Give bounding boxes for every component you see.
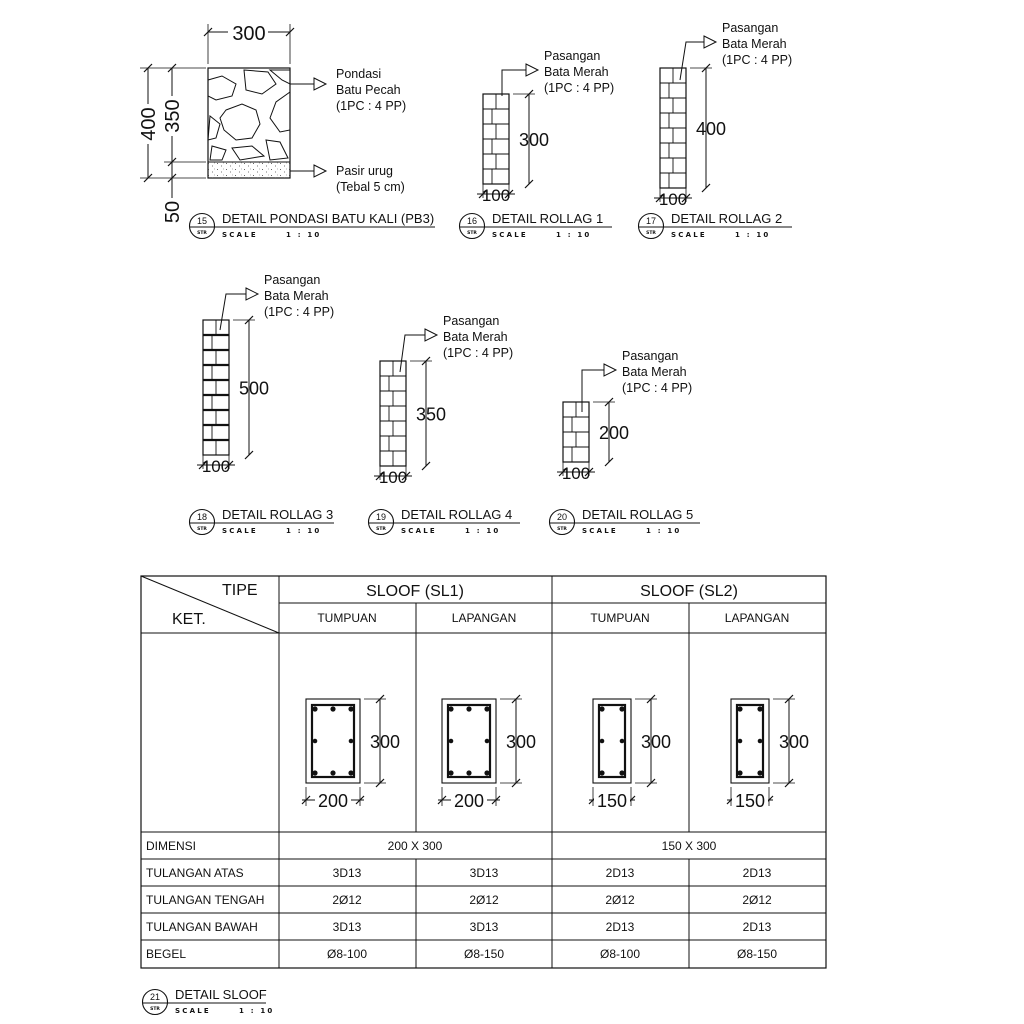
note-line-d16-2: (1PC : 4 PP) xyxy=(544,81,615,95)
row-value: Ø8-100 xyxy=(599,947,641,961)
dim-width-d16: 100 xyxy=(481,186,511,205)
brick-column xyxy=(380,361,406,466)
sub-sl1-tumpuan: TUMPUAN xyxy=(317,611,377,625)
row-value: 2Ø12 xyxy=(742,893,772,907)
sub-sl2-lapangan: LAPANGAN xyxy=(724,611,790,625)
sand-bed-hatch xyxy=(208,162,290,178)
detail-tag: STR xyxy=(646,231,656,236)
note-line-d16-1: Bata Merah xyxy=(544,65,609,79)
sloof-section-4 xyxy=(727,695,809,811)
middle-bar xyxy=(620,739,625,744)
bottom-bar xyxy=(330,770,335,775)
dim-width-d18: 100 xyxy=(201,457,231,476)
table-row xyxy=(146,947,777,961)
scale-label: SCALE xyxy=(401,527,437,535)
bottom-bar xyxy=(484,770,489,775)
scale-label: SCALE xyxy=(222,527,258,535)
rollag-details xyxy=(197,21,792,487)
dim-width-d17: 100 xyxy=(658,190,688,209)
row-label: TULANGAN BAWAH xyxy=(146,920,258,934)
note-line-d20-0: Pasangan xyxy=(622,349,679,363)
rollag-d20 xyxy=(557,349,692,483)
section-width-label: 150 xyxy=(734,791,766,811)
scale-value: 1 : 10 xyxy=(286,231,322,239)
title-block-d15 xyxy=(190,211,436,239)
note-line-d16-0: Pasangan xyxy=(544,49,601,63)
row-value: 2Ø12 xyxy=(605,893,635,907)
detail-tag: STR xyxy=(197,231,207,236)
top-bar xyxy=(312,706,317,711)
top-bar xyxy=(484,706,489,711)
detail-number: 16 xyxy=(466,216,478,226)
title-block-d20 xyxy=(550,507,701,535)
detail-title: DETAIL ROLLAG 2 xyxy=(671,211,783,226)
scale-value: 1 : 10 xyxy=(465,527,501,535)
bottom-bar xyxy=(599,770,604,775)
scale-value: 1 : 10 xyxy=(286,527,322,535)
row-value: 2D13 xyxy=(605,866,635,880)
middle-bar xyxy=(738,739,743,744)
row-value: 2D13 xyxy=(605,920,635,934)
top-bar xyxy=(737,706,742,711)
rollag-d18 xyxy=(197,273,334,476)
note-line-d20-2: (1PC : 4 PP) xyxy=(622,381,693,395)
section-width-label: 200 xyxy=(453,791,485,811)
row-label: TULANGAN TENGAH xyxy=(146,893,265,907)
section-height-label: 300 xyxy=(779,732,810,752)
detail-number: 19 xyxy=(375,512,387,522)
note-line-d17-2: (1PC : 4 PP) xyxy=(722,53,793,67)
header-ket: KET. xyxy=(172,611,206,628)
row-value: 3D13 xyxy=(332,866,362,880)
bottom-bar xyxy=(757,770,762,775)
note-stone-line3: (1PC : 4 PP) xyxy=(336,99,407,113)
section-height-label: 300 xyxy=(641,732,672,752)
detail-tag: STR xyxy=(467,231,477,236)
bottom-bar xyxy=(737,770,742,775)
scale-value: 1 : 10 xyxy=(646,527,682,535)
top-bar xyxy=(466,706,471,711)
dim-height-d19: 350 xyxy=(416,404,447,425)
scale-label: SCALE xyxy=(222,231,258,239)
table-border xyxy=(141,576,826,968)
middle-bar xyxy=(600,739,605,744)
top-bar xyxy=(348,706,353,711)
section-height-label: 300 xyxy=(370,732,401,752)
row-value: 2Ø12 xyxy=(469,893,499,907)
row-value: 2Ø12 xyxy=(332,893,362,907)
note-line-d19-2: (1PC : 4 PP) xyxy=(443,346,514,360)
middle-bar xyxy=(313,739,318,744)
detail-number: 17 xyxy=(645,216,657,226)
note-line-d17-0: Pasangan xyxy=(722,21,779,35)
top-bar xyxy=(330,706,335,711)
header-sl1: SLOOF (SL1) xyxy=(366,583,464,600)
header-sl2: SLOOF (SL2) xyxy=(640,583,738,600)
detail-tag: STR xyxy=(150,1007,160,1012)
table-row xyxy=(146,866,772,880)
detail-title: DETAIL PONDASI BATU KALI (PB3) xyxy=(222,211,435,226)
sloof-section-2 xyxy=(438,695,536,811)
title-block-d17 xyxy=(639,211,793,239)
dim-total-height-400: 400 xyxy=(138,107,160,141)
row-value: 3D13 xyxy=(469,920,499,934)
sloof-section-3 xyxy=(589,695,671,811)
row-value: Ø8-150 xyxy=(736,947,778,961)
note-line-d18-0: Pasangan xyxy=(264,273,321,287)
dim-width-d20: 100 xyxy=(561,464,591,483)
detail-tag: STR xyxy=(197,527,207,532)
rollag-d19 xyxy=(374,314,513,487)
dim-stone-height-350: 350 xyxy=(162,99,184,133)
stirrup xyxy=(312,705,354,777)
detail-tag: STR xyxy=(376,527,386,532)
note-stone-line2: Batu Pecah xyxy=(336,83,401,97)
dim-width-d19: 100 xyxy=(378,468,408,487)
dim-height-d18: 500 xyxy=(239,378,270,399)
title-block-d19 xyxy=(369,507,521,535)
header-tipe: TIPE xyxy=(222,582,258,599)
detail-number: 18 xyxy=(196,512,208,522)
stirrup xyxy=(448,705,490,777)
header-diagonal xyxy=(141,576,279,633)
detail-number: 21 xyxy=(149,992,161,1002)
table-row xyxy=(146,920,772,934)
sloof-table xyxy=(141,576,826,968)
bottom-bar xyxy=(466,770,471,775)
sloof-section-1 xyxy=(302,695,400,811)
detail-title: DETAIL ROLLAG 3 xyxy=(222,507,334,522)
row-value: 2D13 xyxy=(742,920,772,934)
detail-number: 15 xyxy=(196,216,208,226)
title-block-d16 xyxy=(460,211,613,239)
section-width-label: 200 xyxy=(317,791,349,811)
dim-height-d20: 200 xyxy=(599,423,630,443)
note-sand-line2: (Tebal 5 cm) xyxy=(336,180,405,194)
row-dimensi-sl2: 150 X 300 xyxy=(661,839,717,853)
bottom-bar xyxy=(448,770,453,775)
rollag-d16 xyxy=(477,49,614,205)
middle-bar xyxy=(349,739,354,744)
detail-title: DETAIL ROLLAG 4 xyxy=(401,507,513,522)
top-bar xyxy=(757,706,762,711)
middle-bar xyxy=(449,739,454,744)
note-line-d18-1: Bata Merah xyxy=(264,289,329,303)
note-line-d17-1: Bata Merah xyxy=(722,37,787,51)
row-value: 3D13 xyxy=(469,866,499,880)
top-bar xyxy=(448,706,453,711)
detail-15-texts xyxy=(138,20,406,226)
scale-value: 1 : 10 xyxy=(556,231,592,239)
section-width-label: 150 xyxy=(596,791,628,811)
table-row xyxy=(146,893,772,907)
bottom-bar xyxy=(619,770,624,775)
dim-width-300: 300 xyxy=(232,23,266,45)
top-bar xyxy=(619,706,624,711)
scale-label: SCALE xyxy=(582,527,618,535)
detail-title: DETAIL ROLLAG 1 xyxy=(492,211,604,226)
middle-bar xyxy=(485,739,490,744)
detail-title: DETAIL SLOOF xyxy=(175,987,267,1002)
scale-label: SCALE xyxy=(671,231,707,239)
row-value: 3D13 xyxy=(332,920,362,934)
note-line-d20-1: Bata Merah xyxy=(622,365,687,379)
row-label: BEGEL xyxy=(146,947,187,961)
row-dimensi-label: DIMENSI xyxy=(146,839,197,853)
bottom-bar xyxy=(312,770,317,775)
middle-bar xyxy=(758,739,763,744)
row-label: TULANGAN ATAS xyxy=(146,866,244,880)
top-bar xyxy=(599,706,604,711)
stone-hatch xyxy=(208,70,290,160)
sub-sl1-lapangan: LAPANGAN xyxy=(451,611,517,625)
row-value: Ø8-150 xyxy=(463,947,505,961)
title-block-d21 xyxy=(143,987,275,1015)
dim-height-d16: 300 xyxy=(519,130,550,150)
title-block-d18 xyxy=(190,507,335,535)
note-line-d19-0: Pasangan xyxy=(443,314,500,328)
scale-label: SCALE xyxy=(175,1007,211,1015)
scale-label: SCALE xyxy=(492,231,528,239)
detail-title: DETAIL ROLLAG 5 xyxy=(582,507,694,522)
dim-sand-height-50: 50 xyxy=(162,200,184,224)
sloof-sections xyxy=(302,695,809,811)
note-line-d19-1: Bata Merah xyxy=(443,330,508,344)
scale-value: 1 : 10 xyxy=(735,231,771,239)
scale-value: 1 : 10 xyxy=(239,1007,275,1015)
note-line-d18-2: (1PC : 4 PP) xyxy=(264,305,335,319)
dim-height-d17: 400 xyxy=(696,119,727,139)
sloof-table-texts xyxy=(146,582,789,853)
note-stone-line1: Pondasi xyxy=(336,67,382,81)
row-value: 2D13 xyxy=(742,866,772,880)
row-value: Ø8-100 xyxy=(326,947,368,961)
section-height-label: 300 xyxy=(506,732,537,752)
row-dimensi-sl1: 200 X 300 xyxy=(387,839,443,853)
detail-number: 20 xyxy=(556,512,568,522)
bottom-bar xyxy=(348,770,353,775)
detail-tag: STR xyxy=(557,527,567,532)
note-sand-line1: Pasir urug xyxy=(336,164,393,178)
sub-sl2-tumpuan: TUMPUAN xyxy=(590,611,650,625)
rollag-d17 xyxy=(654,21,792,209)
